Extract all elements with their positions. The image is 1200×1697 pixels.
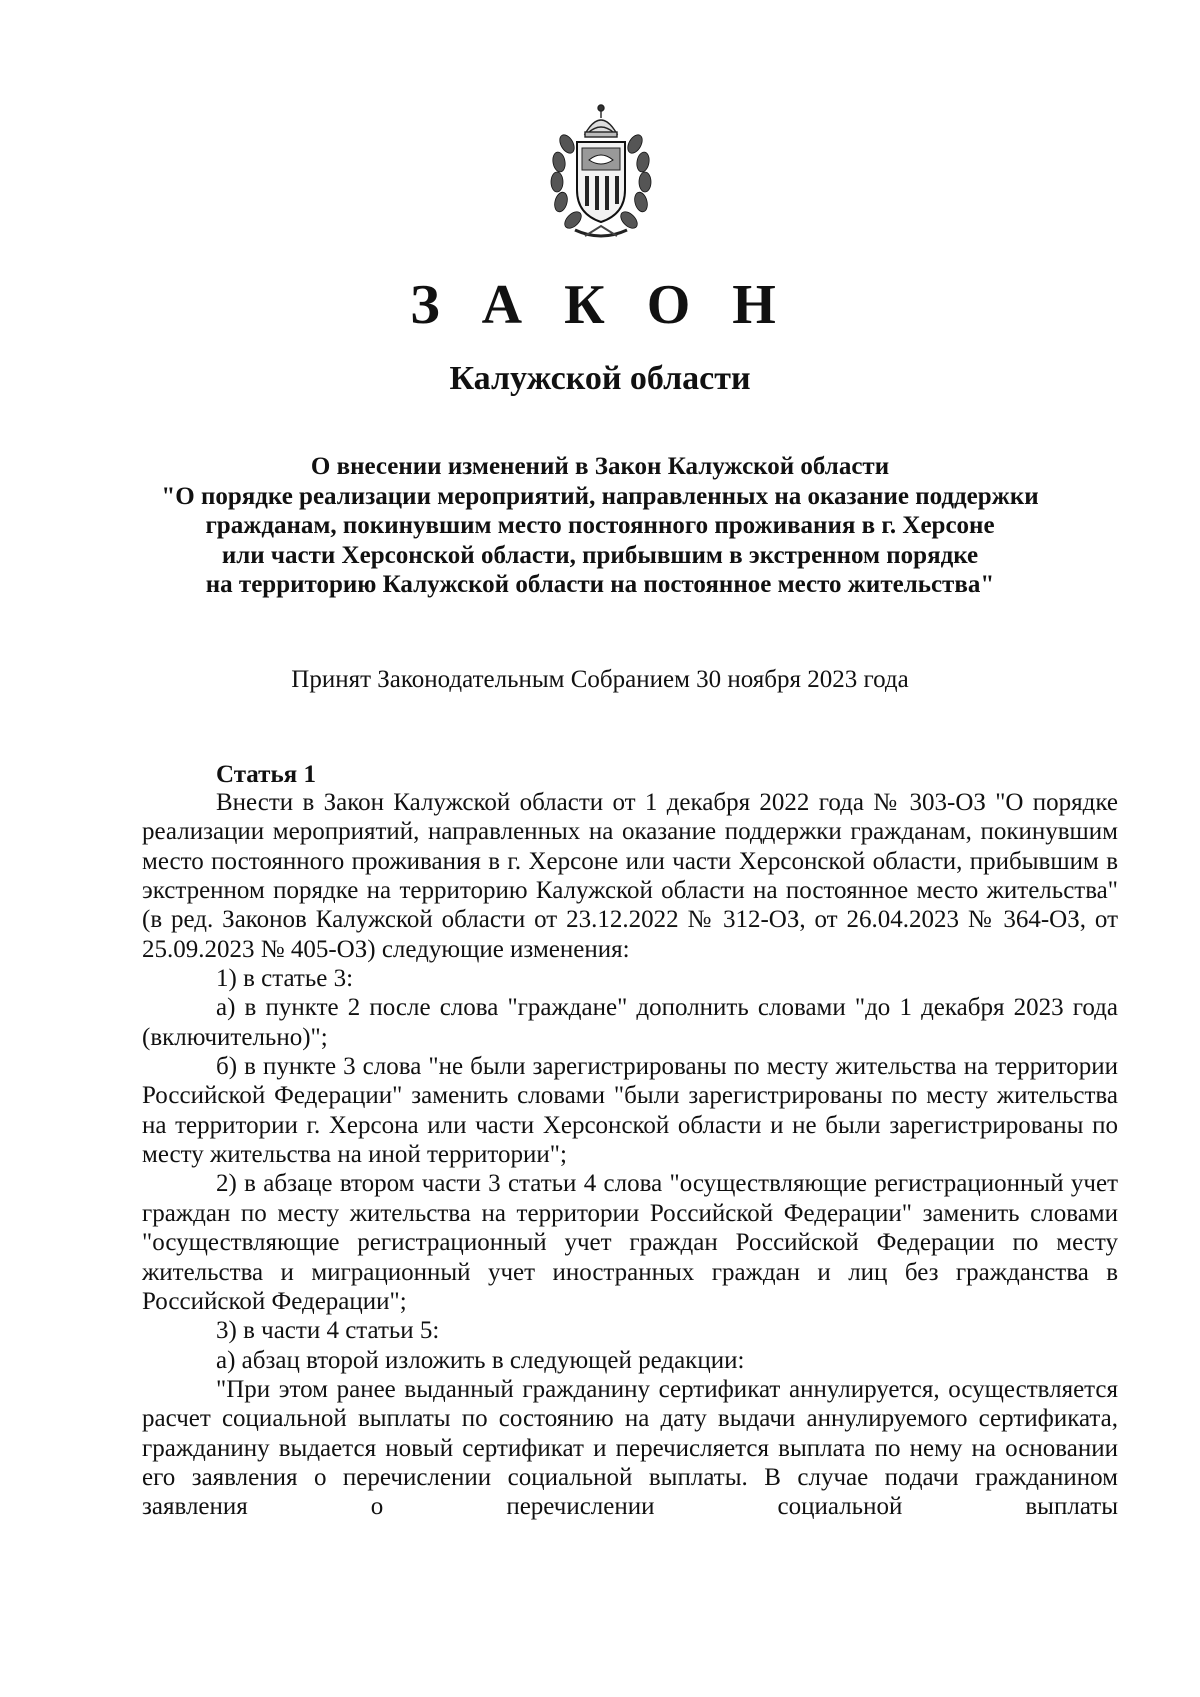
article-paragraph: 1) в статье 3: <box>216 965 354 993</box>
adoption-statement: Принят Законодательным Собранием 30 ноября 2023 года <box>291 666 909 693</box>
region-title: Калужской области <box>449 360 751 397</box>
article-paragraph: Внести в Закон Калужской области от 1 декабря 2022 года № 303-ОЗ "О порядке реализации мероприятий, направленных на оказание поддержки гражданам, покинувшим место постоянного проживания в г. Херсоне или части Херсонской области, прибывшим в экстренном порядке на территорию Калужской области на постоянное место жительства" (в ред. Законов Калужской области от 23.12.2022 № 312-ОЗ, от 26.04.2023 № 364-ОЗ, от 25.09.2023 № 405-ОЗ) следующие изменения: <box>142 789 1118 963</box>
article-paragraph: 2) в абзаце втором части 3 статьи 4 слова "осуществляющие регистрационный учет граждан по месту жительства на территории Российской Федерации" заменить словами "осуществляющие регистрационный учет граждан Российской Федерации по месту жительства и миграционный учет иностранных граждан и лиц без гражданства в Российской Федерации"; <box>142 1170 1118 1315</box>
law-name-line: "О порядке реализации мероприятий, направленных на оказание поддержки <box>161 482 1039 510</box>
article-paragraph: а) абзац второй изложить в следующей редакции: <box>216 1346 745 1374</box>
article-paragraph: 3) в части 4 статьи 5: <box>216 1317 440 1345</box>
article-paragraph: б) в пункте 3 слова "не были зарегистрированы по месту жительства на территории Российской Федерации" заменить словами "были зарегистрированы по месту жительства на территории г. Херсона или части Херсонской области и не были зарегистрированы по месту жительства на иной территории"; <box>142 1053 1118 1169</box>
article-heading: Статья 1 <box>216 761 316 788</box>
law-name-line: на территорию Калужской области на постоянное место жительства" <box>205 571 995 598</box>
law-name-line: или части Херсонской области, прибывшим в экстренном порядке <box>221 541 979 569</box>
article-body <box>142 788 1118 1522</box>
law-name <box>150 452 1050 600</box>
article-paragraph: а) в пункте 2 после слова "граждане" дополнить словами "до 1 декабря 2023 года (включительно)"; <box>142 994 1118 1051</box>
article-paragraph: "При этом ранее выданный гражданину сертификат аннулируется, осуществляется расчет социальной выплаты по состоянию на дату выдачи аннулируемого сертификата, гражданину выдается новый сертификат и перечисляется выплата по нему на основании его заявления о перечислении социальной выплаты. В случае подачи гражданином заявления о перечислении социальной выплаты <box>142 1375 1118 1521</box>
law-name-line: О внесении изменений в Закон Калужской области <box>310 453 890 480</box>
law-name-line: гражданам, покинувшим место постоянного проживания в г. Херсоне <box>205 512 995 539</box>
law-title: З А К О Н <box>410 274 790 336</box>
kaluga-coat-of-arms-icon <box>545 102 657 242</box>
